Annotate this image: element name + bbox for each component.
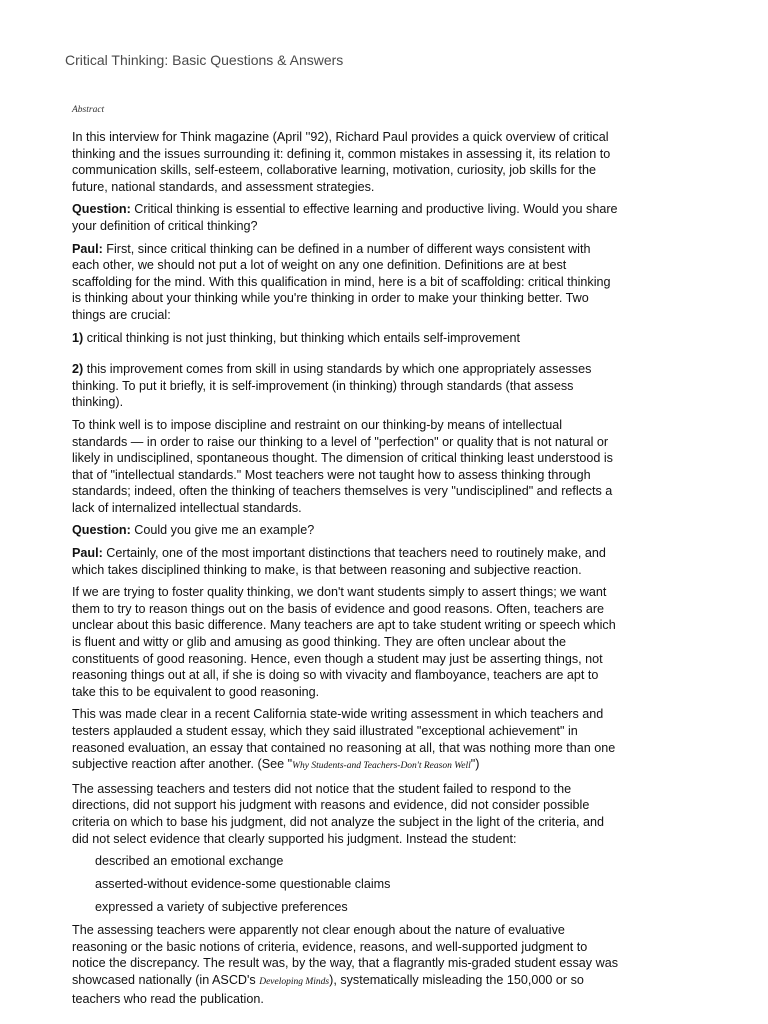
question-label: Question:	[72, 202, 131, 217]
question-text: Critical thinking is essential to effective learning and productive living. Would you share your definition of critical thinking?	[72, 202, 618, 233]
paragraph-text: This was made clear in a recent California state-wide writing assessment in which teachers and testers applauded a student essay, which they said illustrated "exceptional achievement" in reasoned evaluation, an essay that contained no reasoning at all, that was nothing more than one subjective reaction after another. (See "	[72, 707, 616, 772]
list-item: asserted-without evidence-some questionable claims	[95, 877, 391, 892]
list-item: expressed a variety of subjective preferences	[95, 900, 348, 915]
article-body	[72, 129, 620, 1013]
citation-link[interactable]: Why Students-and Teachers-Don't Reason Well	[292, 761, 471, 772]
question-1	[72, 201, 620, 234]
paragraph-end: ), systematically misleading the 150,000 or so teachers who read the publication.	[72, 972, 584, 1006]
answer-text: Certainly, one of the most important distinctions that teachers need to routinely make, and which takes disciplined thinking to make, is that between reasoning and subjective reaction.	[72, 546, 606, 577]
paragraph-end: ")	[470, 757, 480, 772]
document-title: Critical Thinking: Basic Questions & Answers	[65, 52, 344, 68]
student-list	[95, 853, 620, 915]
answer-text: First, since critical thinking can be defined in a number of different ways consistent with each other, we should not put a lot of weight on any one definition. Definitions are at best scaffolding for the mind. With this qualification in mind, here is a bit of scaffolding: critical thinking is thinking about your thinking while you're thinking in order to make your thinking better. Two things are crucial:	[72, 241, 611, 322]
answer-2	[72, 545, 620, 578]
point-number: 1)	[72, 330, 84, 345]
publication-title: Developing Minds	[259, 976, 330, 987]
speaker-label: Paul:	[72, 241, 103, 256]
abstract-label: Abstract	[72, 105, 105, 115]
answer-1	[72, 241, 620, 324]
intro-paragraph: In this interview for Think magazine (April ''92), Richard Paul provides a quick overview of critical thinking and the issues surrounding it: defining it, common mistakes in assessing it, its relation to communication skills, self-esteem, collaborative learning, motivation, curiosity, job skills for the future, national standards, and assessment strategies.	[72, 130, 611, 194]
question-2	[72, 522, 620, 539]
assessing-paragraph: The assessing teachers and testers did not notice that the student failed to respond to the directions, did not support his judgment with reasons and evidence, did not consider possible criteria on which to base his judgment, did not analyze the subject in the light of the criteria, and did not select evidence that clearly supported his judgment. Instead the student:	[72, 781, 605, 846]
final-paragraph	[72, 922, 620, 1007]
quality-paragraph: If we are trying to foster quality thinking, we don't want students simply to assert things; we want them to try to reason things out on the basis of evidence and good reasons. Often, teachers are unclear about this basic difference. Many teachers are apt to take student writing or speech which is fluent and witty or glib and amusing as good thinking. They are often unclear about the constituents of good reasoning. Hence, even though a student may just be asserting things, not reasoning things out at all, if she is doing so with vivacity and flamboyance, teachers are apt to take this to be equivalent to good reasoning.	[72, 585, 616, 699]
point-number: 2)	[72, 362, 84, 377]
standards-paragraph: To think well is to impose discipline and restraint on our thinking-by means of intellectual standards — in order to raise our thinking to a level of "perfection" or quality that is not natural or likely in undisciplined, spontaneous thought. The dimension of critical thinking least understood is that of "intellectual standards." Most teachers were not taught how to assess thinking through standards; indeed, often the thinking of teachers themselves is very "undisciplined" and reflects a lack of internalized intellectual standards.	[72, 417, 613, 515]
question-label: Question:	[72, 523, 131, 538]
list-item: described an emotional exchange	[95, 854, 284, 869]
speaker-label: Paul:	[72, 546, 103, 561]
paragraph-text: The assessing teachers were apparently not clear enough about the nature of evaluative reasoning or the basic notions of criteria, evidence, reasons, and well-supported judgment to notice the discrepancy. The result was, by the way, that a flagrantly mis-graded student essay was showcased nationally (in ASCD's	[72, 923, 619, 987]
point-text: critical thinking is not just thinking, but thinking which entails self-improvement	[83, 330, 520, 345]
california-paragraph	[72, 706, 620, 774]
point-text: this improvement comes from skill in using standards by which one appropriately assesses thinking. To put it briefly, it is self-improvement (in thinking) through standards (that assess thinking).	[72, 362, 592, 410]
point-1	[72, 330, 620, 347]
question-text: Could you give me an example?	[130, 523, 315, 538]
point-2	[72, 361, 620, 411]
